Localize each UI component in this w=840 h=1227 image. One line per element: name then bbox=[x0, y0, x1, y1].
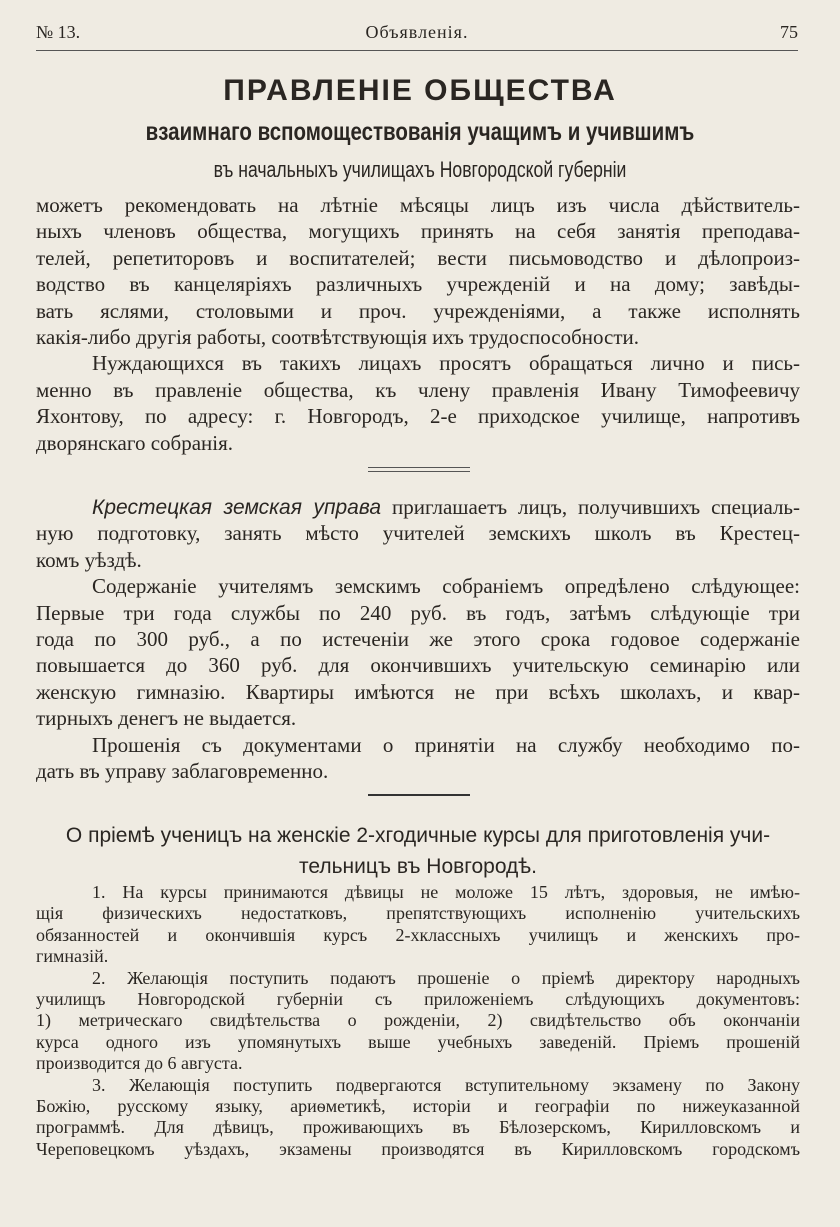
text-line: повышается до 360 руб. для окончившихъ учительскую семинарію или bbox=[36, 653, 800, 678]
text-line: водство въ канцеляріяхъ различныхъ учрежденій и на дому; завѣды- bbox=[36, 272, 800, 297]
text-line: гимназій. bbox=[36, 946, 109, 967]
section-divider bbox=[368, 794, 470, 796]
page-number: 75 bbox=[780, 22, 798, 42]
text-line: менно въ правленіе общества, къ члену правленія Ивану Тимофеевичу bbox=[36, 377, 800, 402]
text-line: курса одного изъ упомянутыхъ выше учебныхъ заведеній. Пріемъ прошеній bbox=[36, 1031, 800, 1052]
text-line: вать яслями, столовыми и проч. учрежденіями, а также исполнять bbox=[36, 298, 800, 323]
issue-number: № 13. bbox=[36, 22, 81, 42]
text-line: комъ уѣздѣ. bbox=[36, 547, 142, 572]
text-line: какія-либо другія работы, соотвѣтствующія ихъ трудоспособности. bbox=[36, 324, 640, 349]
notice3-title bbox=[36, 820, 800, 882]
text-line: года по 300 руб., а по истеченіи же этого срока годовое содержаніе bbox=[36, 626, 800, 651]
text-line: производится до 6 августа. bbox=[36, 1053, 243, 1074]
text-line: Крестецкая земская управа приглашаетъ лицъ, получившихъ специаль- bbox=[92, 495, 800, 519]
text-line: Яхонтову, по адресу: г. Новгородъ, 2-е приходское училище, напротивъ bbox=[36, 404, 800, 429]
text-line: ную подготовку, занять мѣсто учителей земскихъ школъ въ Крестец- bbox=[36, 521, 800, 546]
text-line: 1. На курсы принимаются дѣвицы не моложе 15 лѣтъ, здоровыя, не имѣю- bbox=[92, 882, 800, 902]
text-line: обязанностей и окончившія курсъ 2-хклассныхъ училищъ и женскихъ про- bbox=[36, 924, 800, 945]
text-line: Нуждающихся въ такихъ лицахъ просятъ обращаться лично и пись- bbox=[92, 351, 800, 376]
notice2-body bbox=[36, 494, 800, 784]
notice1-title: ПРАВЛЕНІЕ ОБЩЕСТВА bbox=[223, 74, 617, 107]
text-line: 1) метрическаго свидѣтельства о рожденіи, 2) свидѣтельство объ окончаніи bbox=[36, 1010, 800, 1031]
notice2-lead: Крестецкая земская управа bbox=[92, 496, 382, 519]
text-line: Прошенія съ документами о принятіи на службу необходимо по- bbox=[92, 732, 800, 757]
text-line: Первые три года службы по 240 руб. въ годъ, затѣмъ слѣдующіе три bbox=[36, 600, 800, 625]
notice1-body bbox=[36, 192, 800, 456]
running-head bbox=[36, 22, 798, 50]
notice3-body bbox=[36, 882, 800, 1160]
double-divider bbox=[368, 467, 470, 468]
text-line: Череповецкомъ уѣздахъ, экзамены производятся въ Кирилловскомъ городскомъ bbox=[36, 1138, 800, 1159]
text-line: телей, репетиторовъ и воспитателей; вести письмоводство и дѣлопроиз- bbox=[36, 245, 800, 270]
text-line: щія физическихъ недостатковъ, препятствующихъ исполненію учительскихъ bbox=[36, 903, 800, 924]
text-line: 2. Желающія поступить подаютъ прошеніе о пріемѣ директору народныхъ bbox=[92, 967, 800, 988]
text-line: программѣ. Для дѣвицъ, проживающихъ въ Бѣлозерскомъ, Кирилловскомъ и bbox=[36, 1117, 800, 1138]
notice1-subtitle2: въ начальныхъ училищахъ Новгородской губерніи bbox=[213, 157, 627, 182]
section-title: Объявленія. bbox=[365, 22, 469, 42]
text-line: дать въ управу заблаговременно. bbox=[36, 758, 329, 783]
header-rule bbox=[36, 50, 798, 51]
text-line: Божію, русскому языку, ариѳметикѣ, исторіи и географіи по нижеуказанной bbox=[36, 1095, 800, 1116]
title-line: О пріемѣ ученицъ на женскіе 2-хгодичные курсы для приготовленія учи- bbox=[65, 824, 771, 847]
notice1-subtitle: взаимнаго вспомоществованія учащимъ и учившимъ bbox=[145, 118, 695, 146]
text-line: 3. Желающія поступить подвергаются вступительному экзамену по Закону bbox=[92, 1074, 800, 1095]
text-line: можетъ рекомендовать на лѣтніе мѣсяцы лицъ изъ числа дѣйствитель- bbox=[36, 193, 800, 217]
text-line: тирныхъ денегъ не выдается. bbox=[36, 706, 297, 731]
text-line: женскую гимназію. Квартиры имѣются не при всѣхъ школахъ, и квар- bbox=[36, 679, 800, 704]
title-line: тельницъ въ Новгородѣ. bbox=[298, 855, 538, 878]
text-line: дворянскаго собранія. bbox=[36, 430, 234, 455]
text-line: Содержаніе учителямъ земскимъ собраніемъ опредѣлено слѣдующее: bbox=[92, 574, 800, 599]
text-line: ныхъ членовъ общества, могущихъ принять на себя занятія преподава- bbox=[36, 219, 800, 244]
text-line: училищъ Новгородской губерніи съ приложеніемъ слѣдующихъ документовъ: bbox=[36, 988, 800, 1009]
